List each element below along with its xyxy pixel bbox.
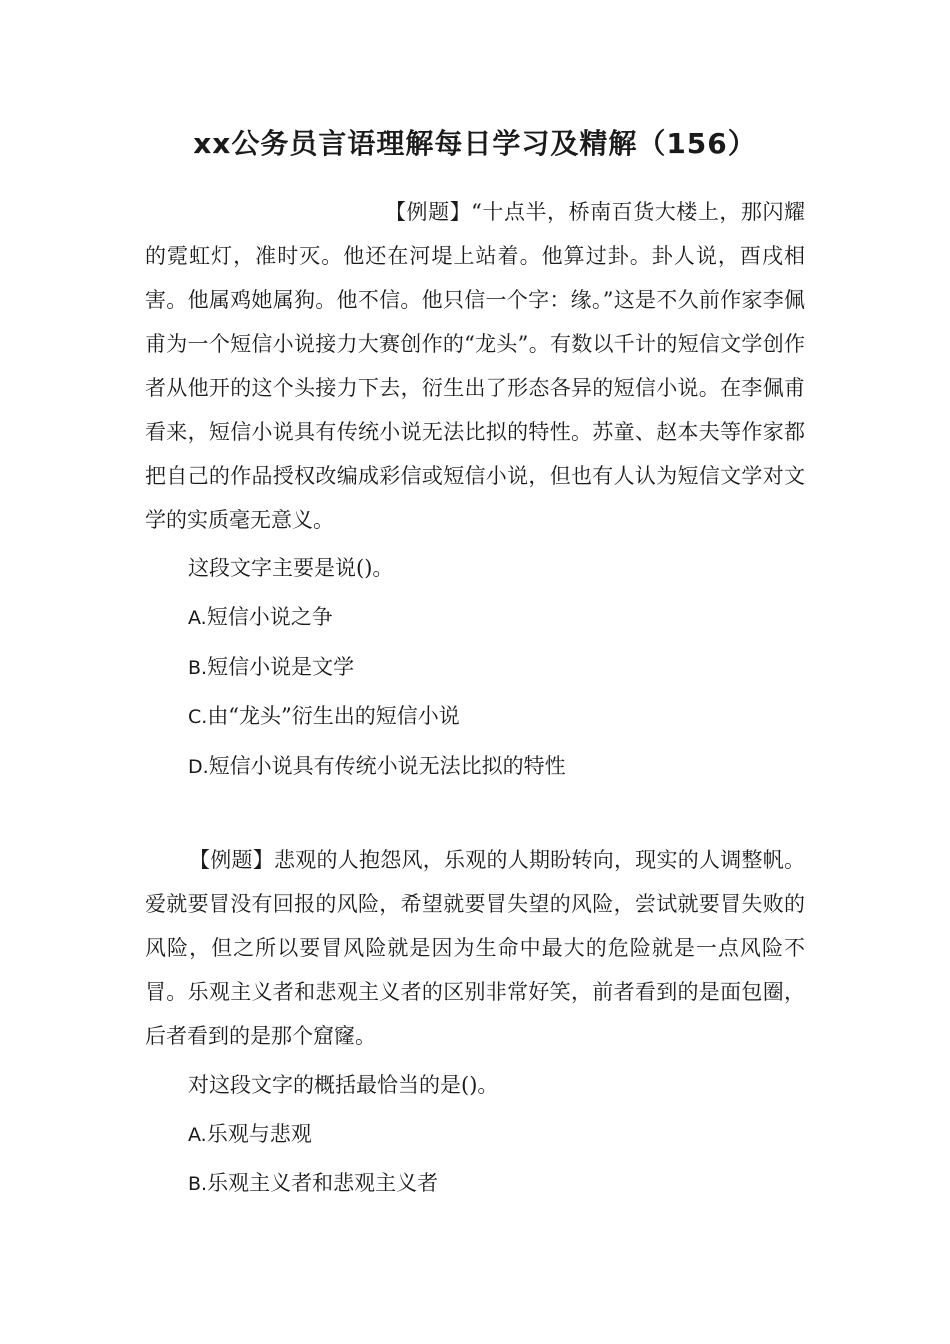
option-text: 乐观与悲观 bbox=[206, 1122, 312, 1146]
q1-option-d bbox=[188, 751, 566, 782]
q2-option-b bbox=[188, 1168, 438, 1199]
option-letter: A. bbox=[188, 607, 207, 629]
document-title: xx公务员言语理解每日学习及精解（156） bbox=[193, 127, 757, 160]
q1-question: 这段文字主要是说()。 bbox=[188, 556, 394, 580]
q2-passage: 【例题】悲观的人抱怨风，乐观的人期盼转向，现实的人调整帆。爱就要冒没有回报的风险，希望就要冒失望的风险，尝试就要冒失败的风险，但之所以要冒风险就是因为生命中最大的危险就是一点风险不冒。乐观主义者和悲观主义者的区别非常好笑，前者看到的是面包圈，后者看到的是那个窟窿。 bbox=[145, 848, 805, 1048]
option-letter: A. bbox=[188, 1124, 207, 1146]
q1-passage: 【例题】“十点半，桥南百货大楼上，那闪耀的霓虹灯，准时灭。他还在河堤上站着。他算过卦。卦人说，酉戌相害。他属鸡她属狗。他不信。他只信一个字：缘。”这是不久前作家李佩甫为一个短信小说接力大赛创作的“龙头”。有数以千计的短信文学创作者从他开的这个头接力下去，衍生出了形态各异的短信小说。在李佩甫看来，短信小说具有传统小说无法比拟的特性。苏童、赵本夫等作家都把自己的作品授权改编成彩信或短信小说，但也有人认为短信文学对文学的实质毫无意义。 bbox=[145, 200, 805, 532]
q2-question: 对这段文字的概括最恰当的是()。 bbox=[188, 1073, 499, 1097]
q1-option-b bbox=[188, 652, 354, 683]
option-letter: C. bbox=[188, 706, 208, 728]
q2-option-a bbox=[188, 1119, 312, 1150]
option-text: 由“龙头”衍生出的短信小说 bbox=[207, 704, 460, 728]
option-text: 短信小说之争 bbox=[206, 605, 333, 629]
option-text: 短信小说具有传统小说无法比拟的特性 bbox=[208, 754, 566, 778]
option-letter: B. bbox=[188, 657, 208, 679]
option-text: 乐观主义者和悲观主义者 bbox=[207, 1171, 439, 1195]
option-text: 短信小说是文学 bbox=[207, 655, 355, 679]
option-letter: B. bbox=[188, 1173, 208, 1195]
q1-option-c bbox=[188, 701, 460, 732]
q1-option-a bbox=[188, 602, 333, 633]
option-letter: D. bbox=[188, 756, 209, 778]
